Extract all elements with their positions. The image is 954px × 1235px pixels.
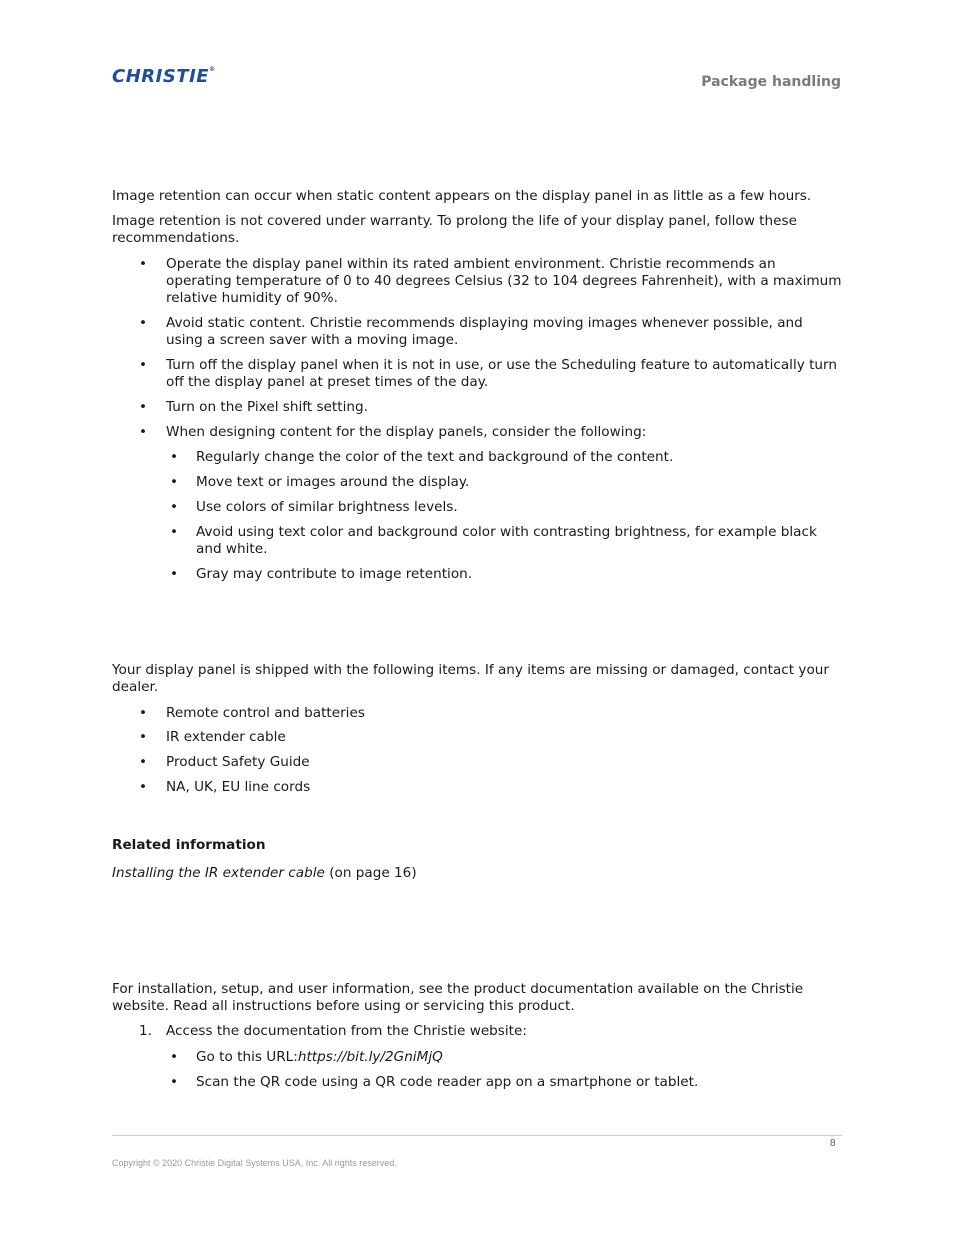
footer-divider	[112, 1135, 842, 1136]
copyright-notice: Copyright © 2020 Christie Digital Systems USA, Inc. All rights reserved.	[112, 1158, 397, 1168]
related-page-ref: (on page 16)	[324, 865, 417, 881]
bullet-icon: •	[139, 357, 148, 373]
sub-list-item: Gray may contribute to image retention.	[196, 566, 473, 582]
bullet-icon: •	[139, 729, 148, 745]
retention-paragraph-2: Image retention is not covered under warranty. To prolong the life of your display panel, follow these recommendations.	[112, 213, 797, 246]
page-number: 8	[829, 1138, 836, 1149]
bullet-icon: •	[139, 779, 148, 795]
sub-list-item: Regularly change the color of the text and background of the content.	[196, 449, 674, 465]
bullet-icon: •	[139, 754, 148, 770]
step-number: 1.	[139, 1023, 152, 1039]
bullet-icon: •	[170, 1049, 179, 1065]
kit-paragraph: Your display panel is shipped with the following items. If any items are missing or damaged, contact your dealer.	[112, 662, 830, 695]
doc-url-link[interactable]: https://bit.ly/2GniMjQ	[297, 1049, 443, 1065]
list-item: Operate the display panel within its rated ambient environment. Christie recommends an operating temperature of 0 to 40 degrees Celsius (32 to 104 degrees Fahrenheit), with a maximum relative humidity of 90%.	[166, 256, 842, 306]
related-info-line	[112, 865, 842, 882]
bullet-icon: •	[170, 524, 179, 540]
docs-paragraph: For installation, setup, and user information, see the product documentation available on the Christie website. Read all instructions before using or servicing this product.	[112, 981, 804, 1014]
christie-logo: CHRISTIE®	[112, 66, 216, 87]
sub-list-item: Avoid using text color and background color with contrasting brightness, for example black and white.	[196, 524, 817, 557]
bullet-icon: •	[139, 424, 148, 440]
retention-paragraph-1: Image retention can occur when static content appears on the display panel in as little as a few hours.	[112, 188, 812, 204]
step-item: Access the documentation from the Christie website:	[166, 1023, 527, 1039]
list-item: Product Safety Guide	[166, 754, 310, 770]
sub-list-item: Scan the QR code using a QR code reader app on a smartphone or tablet.	[196, 1074, 699, 1090]
bullet-icon: •	[170, 449, 179, 465]
bullet-icon: •	[139, 315, 148, 331]
bullet-icon: •	[170, 566, 179, 582]
bullet-icon: •	[170, 1074, 179, 1090]
list-item: IR extender cable	[166, 729, 286, 745]
sub-list-item: Move text or images around the display.	[196, 474, 470, 490]
section-title: Package handling	[701, 74, 841, 90]
list-item: Avoid static content. Christie recommends displaying moving images whenever possible, and using a screen saver with a moving image.	[166, 315, 803, 348]
list-item: When designing content for the display panels, consider the following:	[166, 424, 647, 440]
list-item: Turn on the Pixel shift setting.	[166, 399, 368, 415]
list-item: Turn off the display panel when it is not in use, or use the Scheduling feature to automatically turn off the display panel at preset times of the day.	[166, 357, 837, 390]
sub-list-item: Use colors of similar brightness levels.	[196, 499, 458, 515]
related-link[interactable]: Installing the IR extender cable	[112, 865, 325, 881]
related-info-heading: Related information	[112, 837, 266, 853]
sub-list-item: Go to this URL:https://bit.ly/2GniMjQ	[196, 1049, 443, 1065]
bullet-icon: •	[170, 474, 179, 490]
bullet-icon: •	[139, 705, 148, 721]
bullet-icon: •	[139, 399, 148, 415]
bullet-icon: •	[139, 256, 148, 272]
list-item: NA, UK, EU line cords	[166, 779, 311, 795]
list-item: Remote control and batteries	[166, 705, 365, 721]
bullet-icon: •	[170, 499, 179, 515]
